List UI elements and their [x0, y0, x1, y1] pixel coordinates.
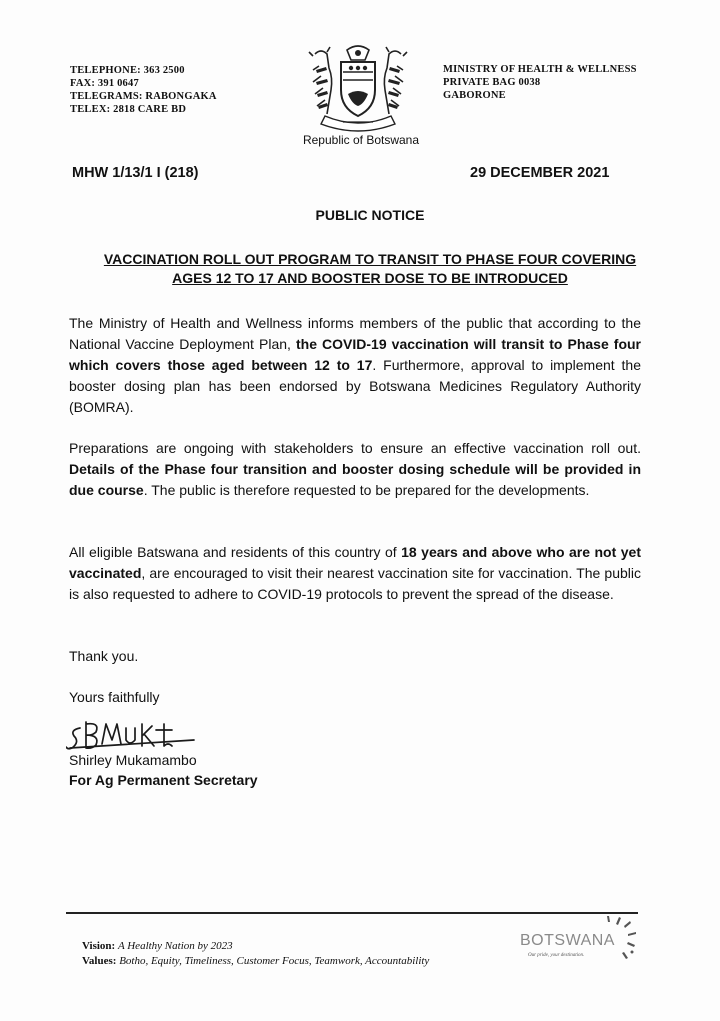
paragraph-2-text-a: Preparations are ongoing with stakeholders to ensure an effective vaccination roll out.	[69, 440, 641, 456]
telegrams-line: TELEGRAMS: RABONGAKA	[70, 91, 217, 102]
reference-number: MHW 1/13/1 I (218)	[72, 165, 199, 181]
notice-headline	[60, 250, 680, 288]
brand-name: BOTSWANA	[520, 932, 615, 949]
paragraph-1-emphasis: the COVID-19 vaccination will transit to Phase four which covers those aged between 12 to 17	[69, 336, 641, 373]
paragraph-2-emphasis: Details of the Phase four transition and booster dosing schedule will be provided in due course	[69, 461, 641, 498]
republic-label: Republic of Botswana	[302, 133, 420, 147]
values-line	[82, 954, 429, 969]
telephone-line: TELEPHONE: 363 2500	[70, 65, 185, 76]
telex-line: TELEX: 2818 CARE BD	[70, 104, 187, 115]
vision-line	[82, 939, 429, 954]
fax-line: FAX: 391 0647	[70, 78, 139, 89]
headline-line-2: AGES 12 TO 17 AND BOOSTER DOSE TO BE INTRODUCED	[172, 270, 568, 286]
paragraph-1-text-c: . Furthermore, approval to implement the booster dosing plan has been endorsed by Botswana Medicines Regulatory Authority (BOMRA).	[69, 357, 641, 415]
paragraph-3-text-c: , are encouraged to visit their nearest vaccination site for vaccination. The public is also requested to adhere to COVID-19 protocols to prevent the spread of the disease.	[69, 565, 641, 602]
contact-block	[70, 64, 217, 116]
ministry-address-block	[443, 63, 637, 102]
city-line: GABORONE	[443, 90, 506, 101]
values-label: Values:	[82, 955, 117, 967]
coat-of-arms-icon	[303, 44, 413, 132]
footer-vision-values	[82, 939, 429, 969]
paragraph-1-text-a: The Ministry of Health and Wellness informs members of the public that according to the National Vaccine Deployment Plan,	[69, 315, 641, 352]
paragraph-3	[69, 542, 641, 605]
paragraph-3-emphasis: 18 years and above who are not yet vaccinated	[69, 544, 641, 581]
brand-tagline: Our pride, your destination.	[528, 953, 585, 958]
signer-title: For Ag Permanent Secretary	[69, 772, 258, 788]
ministry-name: MINISTRY OF HEALTH & WELLNESS	[443, 64, 637, 75]
private-bag-line: PRIVATE BAG 0038	[443, 77, 541, 88]
signer-name: Shirley Mukamambo	[69, 752, 197, 768]
paragraph-1	[69, 313, 641, 418]
thank-you-line: Thank you.	[69, 648, 139, 664]
vision-text: A Healthy Nation by 2023	[117, 940, 233, 952]
botswana-brand-logo	[520, 912, 640, 972]
closing-line: Yours faithfully	[69, 689, 160, 705]
values-text: Botho, Equity, Timeliness, Customer Focus, Teamwork, Accountability	[119, 955, 430, 967]
handwritten-signature	[66, 714, 196, 756]
headline-line-1: VACCINATION ROLL OUT PROGRAM TO TRANSIT TO PHASE FOUR COVERING	[103, 251, 637, 267]
paragraph-2-text-c: . The public is therefore requested to be prepared for the developments.	[143, 482, 590, 498]
notice-date: 29 DECEMBER 2021	[470, 165, 610, 181]
notice-title: PUBLIC NOTICE	[315, 207, 425, 223]
paragraph-3-text-a: All eligible Batswana and residents of this country of	[69, 544, 402, 560]
vision-label: Vision:	[82, 940, 116, 952]
paragraph-2	[69, 438, 641, 501]
